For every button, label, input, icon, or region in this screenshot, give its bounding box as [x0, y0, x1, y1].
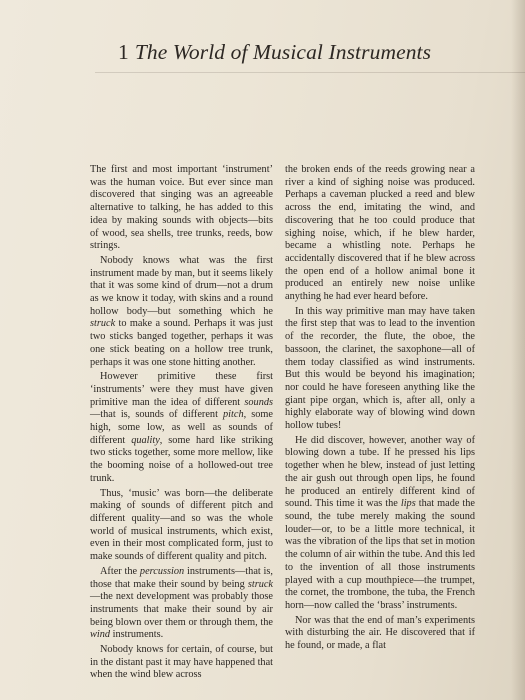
emphasis-text: quality	[131, 434, 160, 446]
heading-divider	[95, 72, 525, 73]
emphasis-text: struck	[247, 578, 273, 590]
paragraph-text: , some high, some low, as well as sounds of different	[90, 409, 273, 446]
paragraph	[90, 644, 273, 682]
page-edge-shadow	[511, 0, 525, 700]
paragraph-text: instruments—that is, those that make their sound by being	[90, 565, 273, 590]
paragraph	[285, 615, 475, 653]
paragraph	[285, 164, 475, 304]
emphasis-text: struck	[90, 318, 116, 330]
emphasis-text: percussion	[139, 565, 185, 577]
paragraph-text: the broken ends of the reeds growing near a river a kind of sighing noise was produced. Perhaps a caveman plucked a reed and blew across the end, imitating the wind, and discovering that he too could produce that sighing noise, which, if he blew harder, became a whistling note. Perhaps he accidentally discovered that if he blew across the open end of a hollow animal bone it produced an entirely new noise unlike anything he had ever heard before.	[285, 164, 475, 303]
paragraph-text: Nor was that the end of man’s experiments with disturbing the air. He discovered that if he found, or made, a flat	[285, 614, 475, 652]
paragraph-text: Thus, ‘music’ was born—the deliberate making of sounds of different pitch and different quality—and so was the whole world of musical instruments, which exist, even in their most complicated form, just to make sounds of different quality and pitch.	[90, 487, 273, 563]
paragraph	[90, 488, 273, 564]
paragraph-text: instruments.	[110, 629, 164, 641]
paragraph-text: —that is, sounds of different	[90, 409, 224, 421]
text-column-right	[285, 164, 475, 655]
emphasis-text: lips	[400, 498, 416, 510]
paragraph	[90, 164, 273, 253]
paragraph-text: However primitive these first ‘instruments’ were they must have given primitive man the idea of different	[90, 371, 273, 408]
paragraph	[285, 306, 475, 433]
paragraph-text: —the next development was probably those instruments that make their sound by air being blown over them or through them, the	[90, 591, 273, 628]
paragraph-text: After the	[100, 565, 140, 577]
paragraph-text: to make a sound. Perhaps it was just two sticks banged together, perhaps it was one stick beating on a hollow tree trunk, perhaps it was one stone hitting another.	[90, 318, 273, 368]
paragraph-text: Nobody knows what was the first instrument made by man, but it seems likely that it was some kind of drum—not a drum as we know it today, with skins and a round hollow body—but something which he	[90, 254, 273, 317]
emphasis-text: wind	[90, 629, 111, 641]
paragraph	[90, 566, 273, 642]
paragraph-text: The first and most important ‘instrument’ was the human voice. But ever since man discovered that singing was an agreeable alternative to talking, he has added to this idea by making sounds with objects—bits of wood, sea shells, tree trunks, reeds, bow strings.	[90, 164, 273, 252]
paragraph	[285, 435, 475, 613]
paragraph	[90, 371, 273, 485]
chapter-title: The World of Musical Instruments	[134, 40, 432, 64]
paragraph	[90, 255, 273, 369]
chapter-heading	[118, 40, 513, 65]
paragraph-text: Nobody knows for certain, of course, but in the distant past it may have happened that when the wind blew across	[90, 644, 274, 681]
paragraph-text: , some hard like striking two sticks together, some more mellow, like the booming noise of a hollowed-out tree trunk.	[90, 434, 273, 484]
text-column-left	[90, 164, 273, 684]
paragraph-text: He did discover, however, another way of blowing down a tube. If he pressed his lips together when he blew, instead of just letting the air gush out through open lips, he found he produced an entirely different kind of sound. This time it was the	[285, 434, 475, 510]
emphasis-text: sounds	[244, 396, 273, 408]
paragraph-text: that made the sound, the tube merely making the sound louder—or, to be a little more technical, it was the vibration of the lips that set in motion the column of air within the tube. And this led to the invention of all those instruments played with a cup mouthpiece—the trumpet, the cornet, the trombone, the tuba, the French horn—now called the ‘brass’ instruments.	[285, 498, 475, 611]
paragraph-text: In this way primitive man may have taken the first step that was to lead to the invention of the recorder, the flute, the oboe, the bassoon, the clarinet, the saxophone—all of them today classified as wind instruments. But this would be beyond his imagination; nor could he have foreseen anything like the giant pipe organ, which is, after all, only a highly elaborate way of blowing wind down hollow tubes!	[285, 305, 475, 432]
emphasis-text: pitch	[223, 409, 244, 421]
chapter-number: 1	[118, 40, 129, 64]
